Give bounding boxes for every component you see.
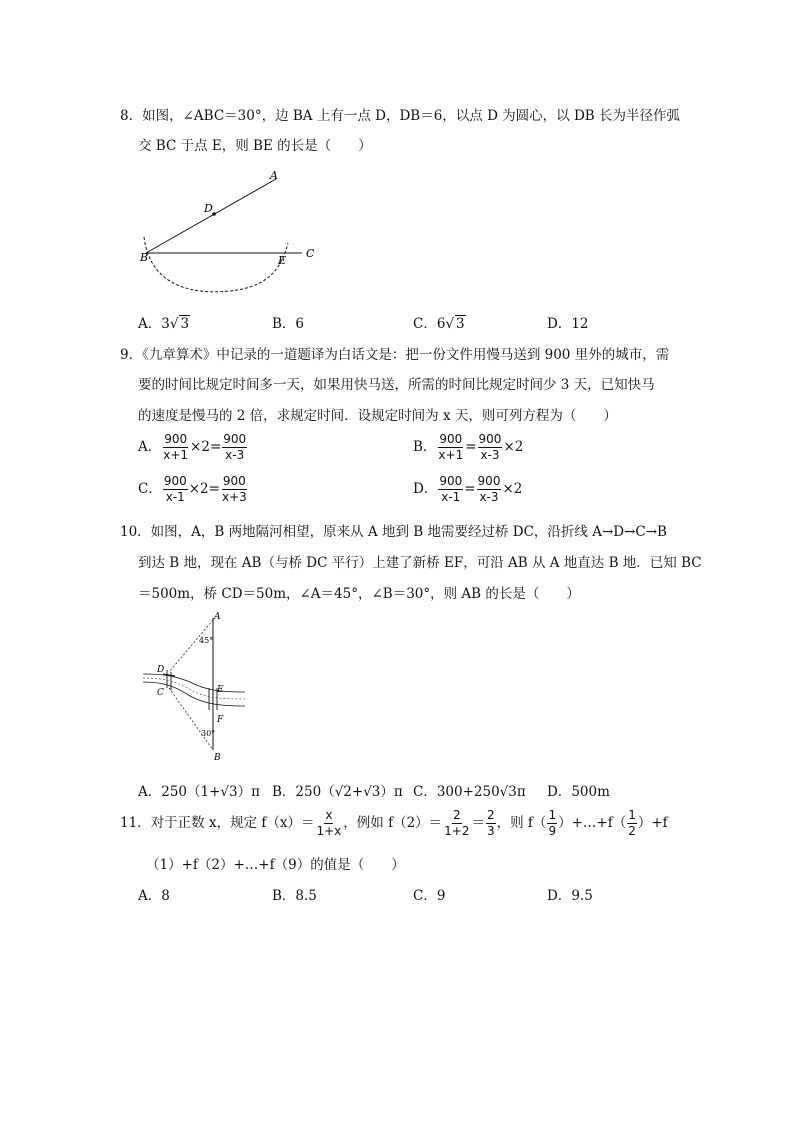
q8-stem-line1: 8．如图，∠ABC＝30°，边 BA 上有一点 D，DB＝6，以点 D 为圆心，以 DB 长为半径作弧	[120, 108, 681, 124]
q10-option-d: D．500m	[547, 784, 610, 800]
q11-option-c: C．9	[413, 888, 446, 904]
q9-stem-line1: 9．《九章算术》中记录的一道题译为白话文是：把一份文件用慢马送到 900 里外的城市，需	[120, 347, 670, 363]
q10-option-c: C．300+250√3π	[413, 784, 526, 800]
q9-option-b: B． $\frac{900}{x+1}$ = $\frac{900}{x-3}$ ×2	[413, 432, 524, 462]
q8-figure	[130, 165, 330, 300]
q10-label-b: B	[214, 753, 221, 763]
q9-option-a: A． $\frac{900}{x+1}$ ×2= $\frac{900}{x-3}$	[138, 432, 247, 462]
q11-option-d: D．9.5	[547, 888, 593, 904]
q11-option-b: B．8.5	[272, 888, 317, 904]
q11-stem-line1: 11．对于正数 x，规定 f（x）＝ $\frac{x}{1+x}$ ，例如 f（2）＝ $\frac{2}{1+2}$ ＝ $\frac{2}{3}$ ，则 f（ $\frac{1}{9}$ ）+…+f（ $\frac{1}{2}$ ）+f	[120, 808, 668, 838]
q10-stem-line2: 到达 B 地，现在 AB（与桥 DC 平行）上建了新桥 EF，可沿 AB 从 A 地直达 B 地．已知 BC	[138, 555, 702, 571]
q10-option-b: B．250（√2+√3）π	[272, 784, 403, 800]
q11-option-a: A．8	[138, 888, 170, 904]
q10-figure	[135, 610, 255, 765]
q10-label-ang-b: 30°	[201, 729, 216, 738]
q10-label-a: A	[214, 612, 221, 622]
q8-label-b: B	[140, 251, 149, 264]
q8-label-d: D	[204, 202, 213, 215]
q8-label-c: C	[306, 247, 315, 260]
q10-stem-line1: 10．如图，A，B 两地隔河相望，原来从 A 地到 B 地需要经过桥 DC，沿折线 A→D→C→B	[120, 524, 667, 540]
q8-option-a: A．3√ 3	[138, 316, 190, 332]
q8-option-b: B．6	[272, 316, 305, 332]
q10-label-e: E	[217, 685, 224, 695]
q10-label-f: F	[217, 715, 224, 725]
q8-arc	[144, 237, 288, 292]
q10-option-a: A．250（1+√3）π	[138, 784, 260, 800]
q9-option-d: D． $\frac{900}{x-1}$ = $\frac{900}{x-3}$ ×2	[413, 474, 523, 504]
q10-label-c: C	[157, 688, 164, 698]
q9-option-c: C． $\frac{900}{x-1}$ ×2= $\frac{900}{x+3}$	[138, 474, 247, 504]
q10-stem-line3: ＝500m，桥 CD＝50m，∠A＝45°，∠B＝30°，则 AB 的长是（ ）	[138, 586, 580, 602]
q11-stem-line2: （1）+f（2）+…+f（9）的值是（ ）	[146, 857, 405, 873]
q8-option-c: C．6√ 3	[413, 316, 465, 332]
q8-stem-line2: 交 BC 于点 E，则 BE 的长是（ ）	[138, 138, 372, 154]
q8-option-d: D．12	[547, 316, 589, 332]
q10-dash-cb	[169, 688, 216, 750]
q8-ray-ba	[146, 179, 276, 253]
q8-label-e: E	[278, 254, 287, 267]
q10-label-d: D	[157, 665, 165, 675]
q10-label-ang-a: 45°	[199, 636, 214, 645]
q9-stem-line2: 要的时间比规定时间多一天，如果用快马送，所需的时间比规定时间少 3 天，已知快马	[138, 377, 655, 393]
q10-dash-ad	[169, 620, 213, 672]
q9-stem-line3: 的速度是慢马的 2 倍，求规定时间．设规定时间为 x 天，则可列方程为（ ）	[138, 408, 617, 424]
q8-label-a: A	[270, 169, 278, 182]
